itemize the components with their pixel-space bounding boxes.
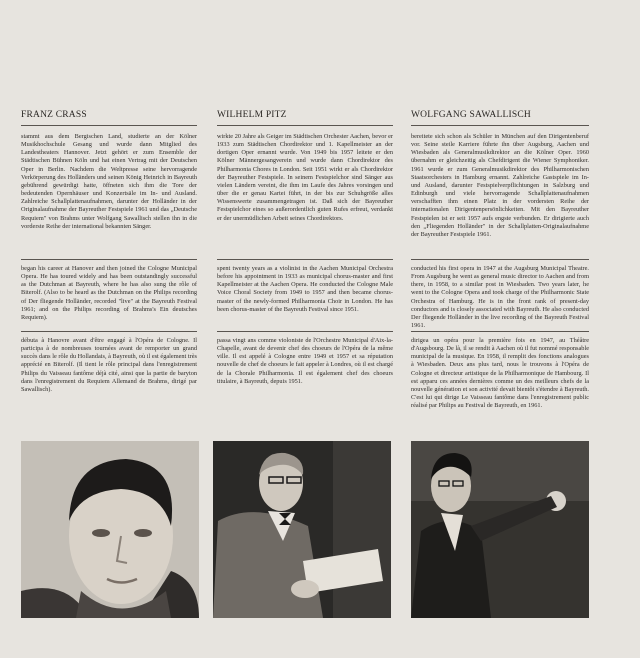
- artist-name: FRANZ CRASS: [21, 110, 87, 120]
- bio-english: began his career at Hanover and then joined the Cologne Municipal Opera. He has toured widely and has been outstandingly successful as the Dutchman at Bayreuth, where he has also sung the rôle of Biterolf. (Also to be heard as the Dutchman on the Philips recording of Der fliegende Holländer, recorded "live" at the Bayreuth Festival 1961; and on the Philips recording of Brahms's Ein deutsches Requiem).: [21, 265, 197, 321]
- divider: [21, 331, 197, 332]
- bio-german: bereitete sich schon als Schüler in München auf den Dirigentenberuf vor. Seine steile Karriere führte ihn über Augsburg, Aachen und Wiesbaden als Generalmusikdirektor an die Kölner Oper. 1960 übernahm er gleichzeitig als Chefdirigent die Wiener Symphoniker. 1961 wurde er zum Generalmusikdirektor des Philharmonischen Staatsorchesters in Hamburg ernannt. Zahlreiche Gastspiele im In- und Ausland, darunter Festspielverpflichtungen in Salzburg und Edinburgh und viele hervorragende Schallplattenaufnahmen verschafften ihm einen Platz in der vordersten Reihe der internationalen Dirigentenpersönlichkeiten. Mit den Bayreuther Festspielen ist er seit 1957 aufs engste verbunden. Er dirigierte auch den „Fliegenden Holländer" in der Schallplatten-Originalaufnahme der Bayreuther Festspiele 1961.: [411, 133, 589, 238]
- portrait-photo: [213, 441, 391, 618]
- divider: [411, 259, 589, 260]
- portrait-franz-crass: [21, 441, 199, 618]
- divider: [21, 259, 197, 260]
- divider: [411, 125, 589, 126]
- divider: [217, 259, 393, 260]
- portrait-photo: [21, 441, 199, 618]
- artist-name: WILHELM PITZ: [217, 110, 287, 120]
- divider: [21, 125, 197, 126]
- portrait-photo: [411, 441, 589, 618]
- divider: [411, 331, 589, 332]
- bio-french: débuta à Hanovre avant d'être engagé à l'Opéra de Cologne. Il participa à de nombreuses tournées avant de remporter un grand succès dans le rôle du Hollandais, à Bayreuth, où il est également très apprécié en Biterolf. (Il tient le rôle principal dans l'enregistrement Philips du Vaisseau fantôme déjà cité, ainsi que la partie de baryton dans l'enregistrement du Requiem Allemand de Brahms, dirigé par Sawallisch).: [21, 337, 197, 393]
- bio-english: spent twenty years as a violinist in the Aachen Municipal Orchestra before his appointment in 1933 as municipal chorus-master and first Kapellmeister at the Aachen Opera. He conducted the Cologne Male Voice Choral Society from 1949 to 1957 and then became chorus-master of the newly-formed Philharmonia Choir in London. He has been chorus-master of the Bayreuth Festival since 1951.: [217, 265, 393, 313]
- portrait-wilhelm-pitz: [213, 441, 391, 618]
- bio-english: conducted his first opera in 1947 at the Augsburg Municipal Theatre. From Augsburg he went as general music director to Aachen and from there, in 1958, to a similar post in Wiesbaden. Two years later, he went to the Cologne Opera and took charge of the Philharmonic State Orchestra of Hamburg. He is in the front rank of present-day conductors and is closely associated with Bayreuth. He also conducted Der fliegende Holländer in the live recording of the Bayreuth Festival 1961.: [411, 265, 590, 330]
- divider: [217, 331, 393, 332]
- bio-german: wirkte 20 Jahre als Geiger im Städtischen Orchester Aachen, bevor er 1933 zum Städtischen Chordirektor und 1. Kapellmeister an der dortigen Oper ernannt wurde. Von 1949 bis 1957 leitete er den Kölner Männergesangverein und wurde dann Chordirektor des Philharmonia Chores in London. Seit 1951 wirkt er als Chordirektor der Bayreuther Festspiele. In seinem Festspielchor sind Sänger aus vielen Ländern vereint, die ihm im Laufe des Jahres vorsingen und über die er genau Kartei führt, in der bis zur Schuhgröße alles Wissenswerte zusammengetragen ist. Daß sich der Bayreuther Festspielchor eines so außerordentlich guten Rufes erfreut, verdankt er der unermüdlichen Arbeit seines Chordirektors.: [217, 133, 393, 222]
- bio-german: stammt aus dem Bergischen Land, studierte an der Kölner Musikhochschule Gesang und wurde dann Mitglied des Landestheaters Hannover. Jetzt gehört er zum Ensemble der Städtischen Bühnen Köln und hat einen Vertrag mit der Deutschen Oper in Berlin. Nachdem die Weltpresse seine hervorragende Verkörperung des Holländers und seinen König Heinrich in Bayreuth gebührend gewürdigt hatte, öffneten sich ihm die Tore der bedeutenden Opernhäuser und Konzertsäle im In- und Ausland. Zahlreiche Schallplattenaufnahmen, darunter der Holländer in der Originalaufnahme der Bayreuther Festspiele 1961 und das „Deutsche Requiem" von Brahms unter Wolfgang Sawallisch stellen ihn in die vorderste Reihe der international bekannten Sänger.: [21, 133, 197, 230]
- bio-french: dirigea un opéra pour la première fois en 1947, au Théâtre d'Augsbourg. De là, il se rendit à Aachen où il fut nommé responsable municipal de la musique. En 1958, il remplit des fonctions analogues à Wiesbaden. Deux ans plus tard, nous le trouvons à l'Opéra de Cologne et directeur artistique de la Philharmonique de Hambourg. Il est apparu ces années dernières comme un des meilleurs chefs de la nouvelle génération et son activité devait bientôt s'étendre à Bayreuth. C'est lui qui dirige Le Vaisseau fantôme dans l'enregistrement public réalisé par Philips au Festival de Bayreuth, en 1961.: [411, 337, 589, 410]
- bio-french: passa vingt ans comme violoniste de l'Orchestre Municipal d'Aix-la-Chapelle, avant de devenir chef des choeurs de l'Opéra de la même ville. Il est appelé à Cologne entre 1949 et 1957 et sa réputation nouvelle de chef de choeurs le fait appeler à Londres, où il est chargé de la Chorale Philharmonia. Il est également chef des choeurs titulaire, à Bayreuth, depuis 1951.: [217, 337, 393, 385]
- divider: [217, 125, 393, 126]
- artist-name: WOLFGANG SAWALLISCH: [411, 110, 531, 120]
- portrait-wolfgang-sawallisch: [411, 441, 589, 618]
